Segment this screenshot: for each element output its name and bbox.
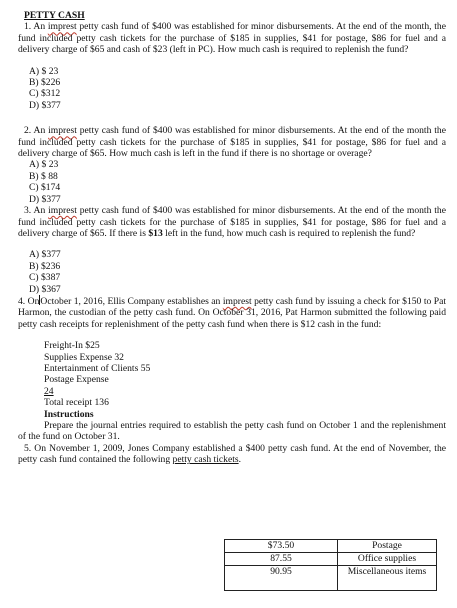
ticket-amount: 90.95 [225, 566, 338, 591]
question-1-text: 1. An imprest petty cash fund of $400 was established for minor disbursements. At the end of the month, the fund included petty cash tickets for the purchase of $185 in supplies, $41 for postage, $86 for fuel and a delivery charge of $65 and cash of $23 (left in PC). How much cash is required to replenish the fund? [18, 21, 446, 56]
question-4-prefix: 4. On [18, 295, 40, 307]
petty-cash-tickets-table [224, 539, 437, 591]
option-d: D) $377 [29, 193, 61, 205]
receipt-item [44, 374, 446, 397]
question-3-text-before: 3. An imprest petty cash fund of $400 was established for minor disbursements. At the end of the month the fund included petty cash tickets for the purchase of $185 in supplies, $41 for postage, $86 for fuel and a delivery charge of $65. If there is [18, 205, 446, 239]
option-c: C) $174 [29, 182, 61, 194]
option-a: A) $ 23 [29, 159, 59, 171]
option-a: A) $377 [29, 249, 61, 261]
postage-value: 24 [44, 385, 54, 397]
question-1-options [29, 66, 446, 112]
table-row [225, 540, 437, 553]
question-3-bold-amount: $13 [148, 227, 163, 239]
question-5-text-after: . [238, 454, 242, 466]
spellcheck-word: imprest [48, 125, 77, 137]
question-2-options [29, 159, 446, 205]
table-row [225, 553, 437, 566]
ticket-description: Miscellaneous items [338, 566, 437, 591]
page-title: PETTY CASH [24, 10, 85, 21]
question-4-text [18, 295, 446, 330]
question-5-text [18, 443, 446, 466]
ticket-description: Office supplies [338, 553, 437, 566]
receipt-item: Entertainment of Clients 55 [44, 362, 151, 374]
receipts-list [44, 340, 446, 420]
spellcheck-word: imprest [222, 295, 252, 307]
ticket-description: Postage [338, 540, 437, 553]
receipt-item: Supplies Expense 32 [44, 351, 124, 363]
option-b: B) $236 [29, 260, 61, 272]
option-b: B) $ 88 [29, 170, 58, 182]
postage-label: Postage Expense [44, 374, 109, 386]
option-c: C) $387 [29, 272, 61, 284]
option-a: A) $ 23 [29, 65, 59, 77]
option-d: D) $377 [29, 99, 61, 111]
question-3-options [29, 249, 446, 295]
option-d: D) $367 [29, 283, 61, 295]
ticket-amount: 87.55 [225, 553, 338, 566]
instructions-heading: Instructions [44, 408, 94, 420]
spellcheck-word: imprest [47, 21, 77, 33]
instructions-text: Prepare the journal entries required to establish the petty cash fund on October 1 and the replenishment of the fund on October 31. [18, 420, 446, 443]
document-page [18, 10, 446, 466]
option-b: B) $226 [29, 77, 61, 89]
question-3-text-after: left in the fund, how much cash is required to replenish the fund? [162, 227, 416, 239]
receipt-item: Freight-In $25 [44, 340, 100, 352]
option-c: C) $312 [29, 88, 61, 100]
question-3-text [18, 205, 446, 239]
question-5-text-before: 5. On November 1, 2009, Jones Company established a $400 petty cash fund. At the end of November, the petty cash fund contained the following [18, 442, 446, 466]
spellcheck-word: imprest [48, 205, 77, 217]
question-5-underlined: petty cash tickets [172, 454, 239, 466]
table-row [225, 566, 437, 591]
question-4-body: October 1, 2016, Ellis Company establishes an imprest petty cash fund by issuing a check for $150 to Pat Harmon, the custodian of the petty cash fund. On October 31, 2016, Pat Harmon submitted the following paid petty cash receipts for replenishment of the petty cash fund when there is $12 cash in the fund: [18, 295, 446, 330]
ticket-amount: $73.50 [225, 540, 338, 553]
question-2-text: 2. An imprest petty cash fund of $400 was established for minor disbursements. At the end of the month the fund included petty cash tickets for the purchase of $185 in supplies, $41 for postage, $86 for fuel and a delivery charge of $65. How much cash is left in the fund if there is no shortage or overage? [18, 125, 446, 160]
receipt-total: Total receipt 136 [44, 397, 109, 409]
